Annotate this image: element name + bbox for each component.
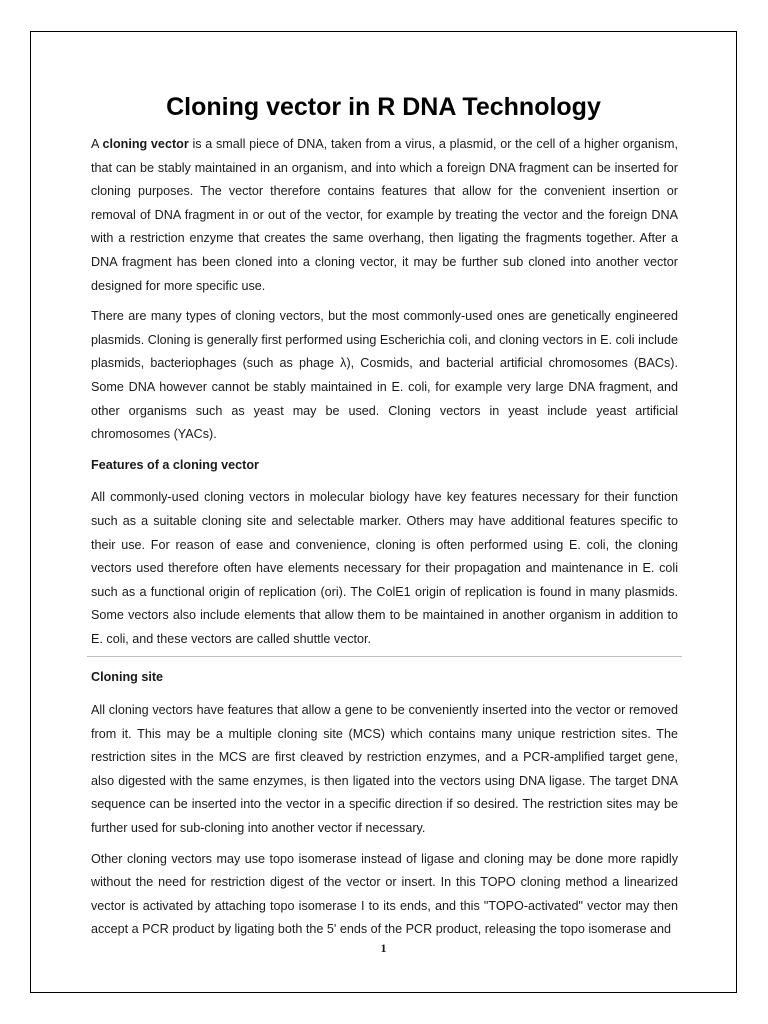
intro-term: cloning vector (102, 137, 189, 151)
intro-lead: A (91, 137, 103, 151)
intro-rest: is a small piece of DNA, taken from a virus, a plasmid, or the cell of a higher organism, that can be stably maintained in an organism, and into which a foreign DNA fragment can be inserted for cloning purposes. The vector therefore contains features that allow for the convenient insertion or removal of DNA fragment in or out of the vector, for example by treating the vector and the foreign DNA with a restriction enzyme that creates the same overhang, then ligating the fragments together. After a DNA fragment has been cloned into a cloning vector, it may be further sub cloned into another vector designed for more specific use. (91, 137, 678, 293)
paragraph-cloning-site-1: All cloning vectors have features that allow a gene to be conveniently inserted into the vector or removed from it. This may be a multiple cloning site (MCS) which contains many unique restriction sites. The restriction sites in the MCS are first cleaved by restriction enzymes, and a PCR-amplified target gene, also digested with the same enzymes, is then ligated into the vectors using DNA ligase. The target DNA sequence can be inserted into the vector in a specific direction if so desired. The restriction sites may be further used for sub-cloning into another vector if necessary. (91, 703, 678, 836)
paragraph-cloning-site-2: Other cloning vectors may use topo isomerase instead of ligase and cloning may be done more rapidly without the need for restriction digest of the vector or insert. In this TOPO cloning method a linearized vector is activated by attaching topo isomerase I to its ends, and this "TOPO-activated" vector may then accept a PCR product by ligating both the 5' ends of the PCR product, releasing the topo isomerase and (91, 851, 678, 937)
intro-paragraph (91, 133, 678, 298)
document-title: Cloning vector in R DNA Technology (166, 93, 601, 121)
paragraph-vector-types: There are many types of cloning vectors, but the most commonly-used ones are genetically engineered plasmids. Cloning is generally first performed using Escherichia coli, and cloning vectors in E. coli include plasmids, bacteriophages (such as phage λ), Cosmids, and bacterial artificial chromosomes (BACs). Some DNA however cannot be stably maintained in E. coli, for example very large DNA fragment, and other organisms such as yeast may be used. Cloning vectors in yeast include yeast artificial chromosomes (YACs). (91, 309, 678, 442)
heading-features: Features of a cloning vector (91, 457, 259, 472)
section-divider (87, 656, 682, 657)
paragraph-features: All commonly-used cloning vectors in molecular biology have key features necessary for their function such as a suitable cloning site and selectable marker. Others may have additional features specific to their use. For reason of ease and convenience, cloning is often performed using E. coli, the cloning vectors used therefore often have elements necessary for their propagation and maintenance in E. coli such as a functional origin of replication (ori). The ColE1 origin of replication is found in many plasmids. Some vectors also include elements that allow them to be maintained in another organism in addition to E. coli, and these vectors are called shuttle vector. (91, 490, 678, 646)
document-body (91, 133, 678, 949)
heading-cloning-site: Cloning site (91, 670, 164, 685)
page-number: 1 (380, 941, 387, 955)
